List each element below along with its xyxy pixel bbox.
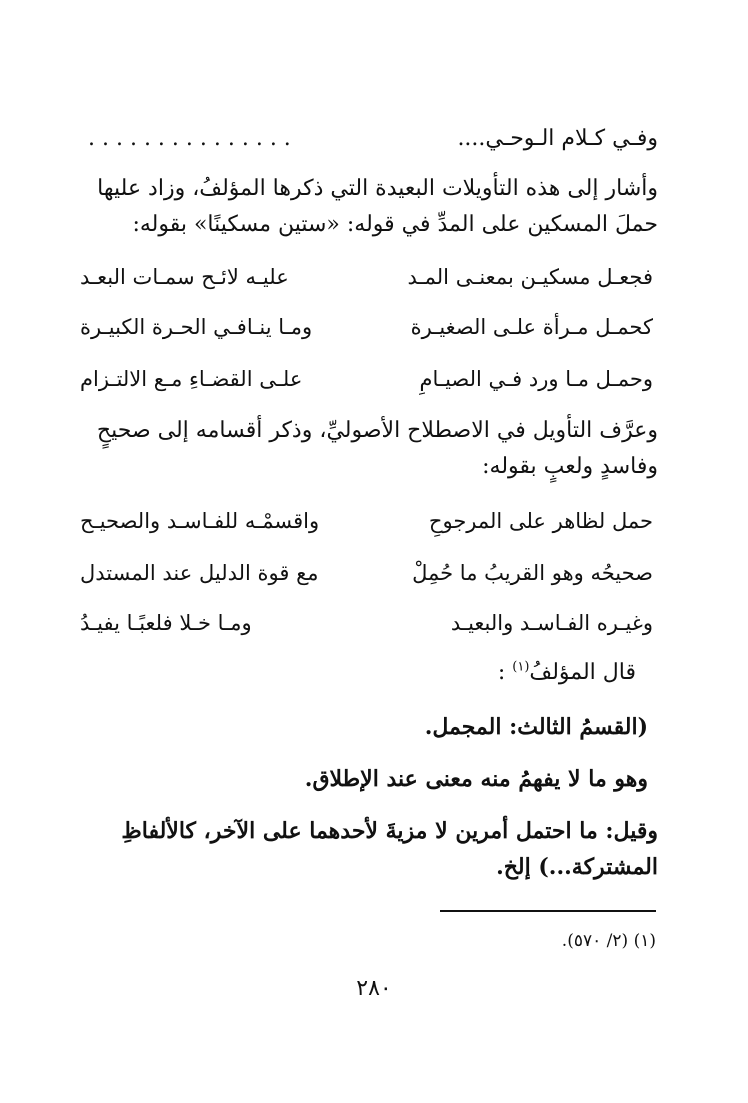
footnote-text: (٢/ ٥٧٠). — [561, 931, 629, 951]
author-said — [66, 658, 636, 688]
verse-hemistich-first: حمل لظاهر على المرجوحِ — [428, 509, 653, 533]
paragraph2-line2: وفاسدٍ ولعبٍ بقوله: — [482, 454, 658, 479]
footnote — [562, 928, 656, 954]
verse-hemistich-second: عليـه لائـح سمـات البعـد — [80, 265, 289, 289]
author-said-text: قال المؤلفُ — [529, 660, 636, 685]
footnote-marker: (١) — [633, 931, 656, 951]
verse-hemistich-first: وحمـل مـا ورد فـي الصيـامِ — [419, 367, 653, 391]
quote-line3: وقيل: ما احتمل أمرين لا مزيةَ لأحدهما على الآخر، كالألفاظِ — [121, 818, 658, 844]
verse-hemistich-second: مع قوة الدليل عند المستدل — [80, 561, 319, 585]
author-said-colon: : — [497, 660, 506, 685]
quote-line2: وهو ما لا يفهمُ منه معنى عند الإطلاق. — [304, 766, 648, 792]
verse-hemistich-first: فجعـل مسكيـن بمعنـى المـد — [407, 265, 653, 289]
paragraph1-line2: حملَ المسكين على المدِّ في قوله: «ستين مسكينًا» بقوله: — [132, 212, 658, 237]
verse-hemistich-second: ومـا خـلا فلعبًـا يفيـدُ — [80, 611, 252, 635]
verse-hemistich-first: وغيـره الفـاسـد والبعيـد — [450, 611, 653, 635]
footnote-reference[interactable]: (١) — [512, 659, 530, 675]
header-dots: . . . . . . . . . . . . . . . — [88, 126, 291, 151]
page-number: ٢٨٠ — [356, 976, 392, 1001]
verse-hemistich-first: صحيحُه وهو القريبُ ما حُمِلْ — [412, 561, 653, 585]
verse-hemistich-first: كحمـل مـرأة علـى الصغيـرة — [410, 315, 653, 339]
verse-hemistich-second: ومـا ينـافـي الحـرة الكبيـرة — [80, 315, 313, 339]
quote-line4: المشتركة...) إلخ. — [496, 854, 658, 880]
quote-line1: (القسمُ الثالث: المجمل. — [424, 714, 648, 740]
paragraph1-line1: وأشار إلى هذه التأويلات البعيدة التي ذكرها المؤلفُ، وزاد عليها — [97, 176, 658, 201]
footnote-divider — [440, 910, 656, 912]
verse-hemistich-second: واقسمْـه للفـاسـد والصحيـح — [80, 509, 320, 533]
header-line-text: وفـي كـلام الـوحـي.... — [457, 126, 658, 151]
paragraph2-line1: وعرَّف التأويل في الاصطلاح الأصوليِّ، وذكر أقسامه إلى صحيحٍ — [96, 418, 658, 443]
verse-hemistich-second: علـى القضـاءِ مـع الالتـزام — [80, 367, 303, 391]
